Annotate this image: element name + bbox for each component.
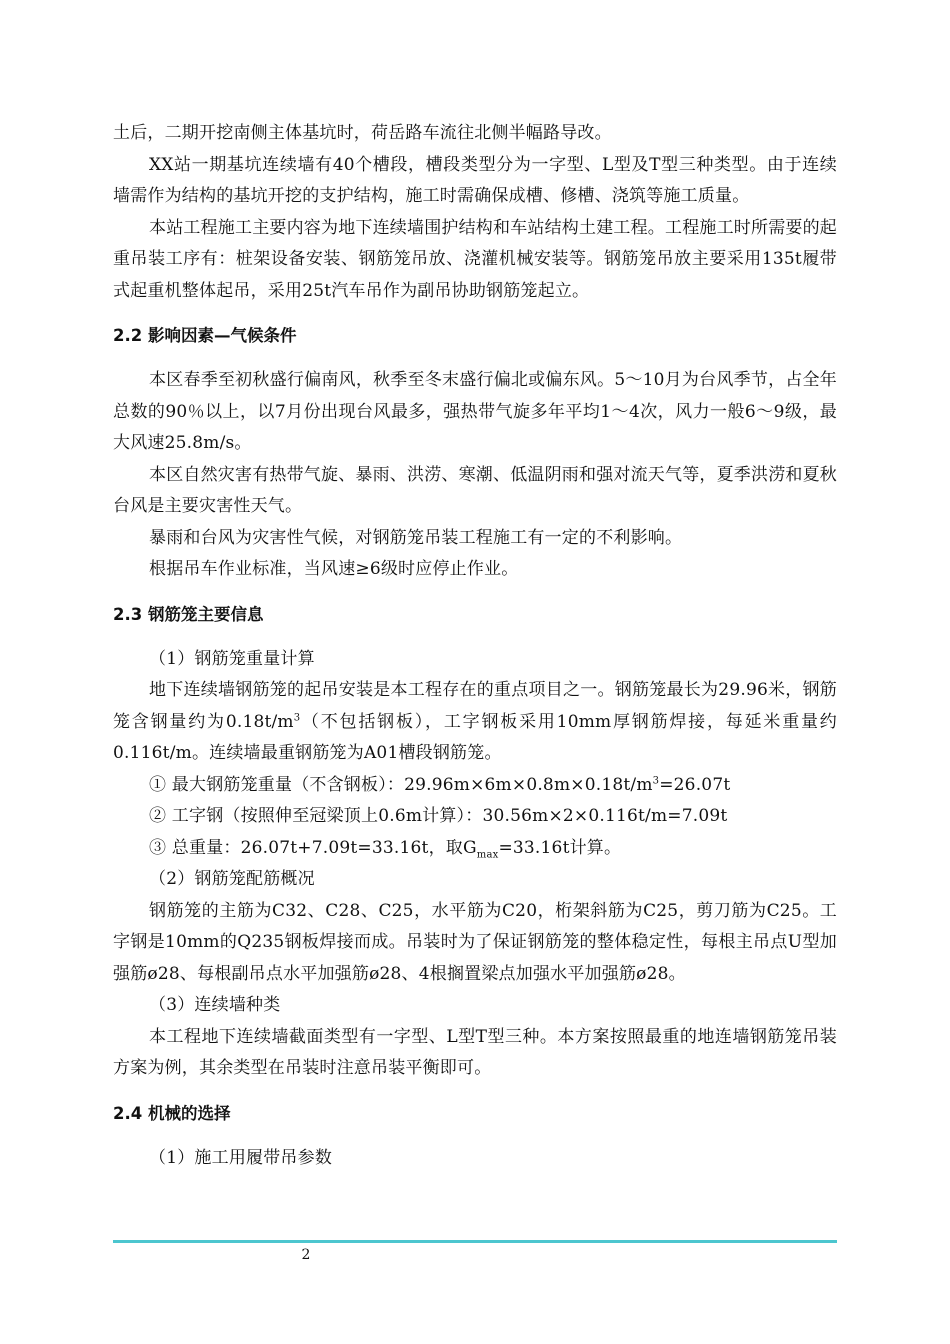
paragraph-construction-content: 本站工程施工主要内容为地下连续墙围护结构和车站结构土建工程。工程施工时所需要的起重吊装工序有：桩架设备安装、钢筋笼吊放、浇灌机械安装等。钢筋笼吊放主要采用135t履带式起重机整体起吊，采用25t汽车吊作为副吊协助钢筋笼起立。 <box>113 217 837 301</box>
item-title-reinforcement: （2）钢筋笼配筋概况 <box>149 869 315 889</box>
text-fragment: =33.16t计算。 <box>498 837 622 858</box>
paragraph-natural-disasters: 本区自然灾害有热带气旋、暴雨、洪涝、寒潮、低温阴雨和强对流天气等，夏季洪涝和夏秋台风是主要灾害性天气。 <box>113 464 837 516</box>
text-fragment: ③ 总重量：26.07t+7.09t=33.16t，取G <box>149 837 477 858</box>
paragraph-intro-continuation: 土后，二期开挖南侧主体基坑时，荷岳路车流往北侧半幅路导改。 <box>113 123 612 143</box>
section-heading-cage-info: 2.3 钢筋笼主要信息 <box>113 604 264 624</box>
superscript: 3 <box>652 774 660 786</box>
superscript: 3 <box>293 711 301 723</box>
paragraph-station-trench-segments: XX站一期基坑连续墙有40个槽段，槽段类型分为一字型、L型及T型三种类型。由于连续墙需作为结构的基坑开挖的支护结构，施工时需确保成槽、修槽、浇筑等施工质量。 <box>113 154 837 206</box>
footer-divider <box>113 1240 837 1243</box>
paragraph-cage-weight-description <box>113 675 837 770</box>
section-heading-climate: 2.2 影响因素—气候条件 <box>113 326 297 345</box>
calc-total-weight <box>113 833 837 865</box>
item-title-wall-types: （3）连续墙种类 <box>149 995 281 1015</box>
calc-max-cage-weight <box>113 770 837 802</box>
paragraph-wall-types: 本工程地下连续墙截面类型有一字型、L型T型三种。本方案按照最重的地连墙钢筋笼吊装方案为例，其余类型在吊装时注意吊装平衡即可。 <box>113 1026 837 1078</box>
page-number: 2 <box>301 1247 311 1263</box>
text-fragment: （不包括钢板），工字钢板采用10mm厚钢筋焊接，每延米重量约0.116t/m。连续墙最重钢筋笼为A01槽段钢筋笼。 <box>113 711 837 763</box>
text-fragment: 地下连续墙钢筋笼的起吊安装是本工程存在的重点项目之一。钢筋笼最长为29.96米，钢筋笼含钢量约为0.18t/m <box>113 680 837 732</box>
paragraph-wind-stop-rule: 根据吊车作业标准，当风速≥6级时应停止作业。 <box>149 559 519 579</box>
paragraph-weather-impact: 暴雨和台风为灾害性气候，对钢筋笼吊装工程施工有一定的不利影响。 <box>149 527 683 548</box>
calc-i-beam-weight: ② 工字钢（按照伸至冠梁顶上0.6m计算）：30.56m×2×0.116t/m=7.09t <box>149 806 728 826</box>
paragraph-reinforcement-details: 钢筋笼的主筋为C32、C28、C25，水平筋为C20，桁架斜筋为C25，剪刀筋为C25。工字钢是10mm的Q235钢板焊接而成。吊装时为了保证钢筋笼的整体稳定性，每根主吊点U型加强筋ø28、每根副吊点水平加强筋ø28、4根搁置梁点加强水平加强筋ø28。 <box>113 900 837 984</box>
subscript: max <box>476 848 499 860</box>
paragraph-wind-seasons: 本区春季至初秋盛行偏南风，秋季至冬末盛行偏北或偏东风。5～10月为台风季节，占全年总数的90％以上，以7月份出现台风最多，强热带气旋多年平均1～4次，风力一般6～9级，最大风速25.8m/s。 <box>113 370 837 453</box>
document-body <box>113 118 837 1174</box>
item-title-cage-weight: （1）钢筋笼重量计算 <box>149 648 315 669</box>
item-title-crawler-crane-params: （1）施工用履带吊参数 <box>149 1147 333 1168</box>
text-fragment: =26.07t <box>659 774 731 795</box>
text-fragment: ① 最大钢筋笼重量（不含钢板）：29.96m×6m×0.8m×0.18t/m <box>149 774 653 795</box>
section-heading-machinery: 2.4 机械的选择 <box>113 1103 231 1123</box>
